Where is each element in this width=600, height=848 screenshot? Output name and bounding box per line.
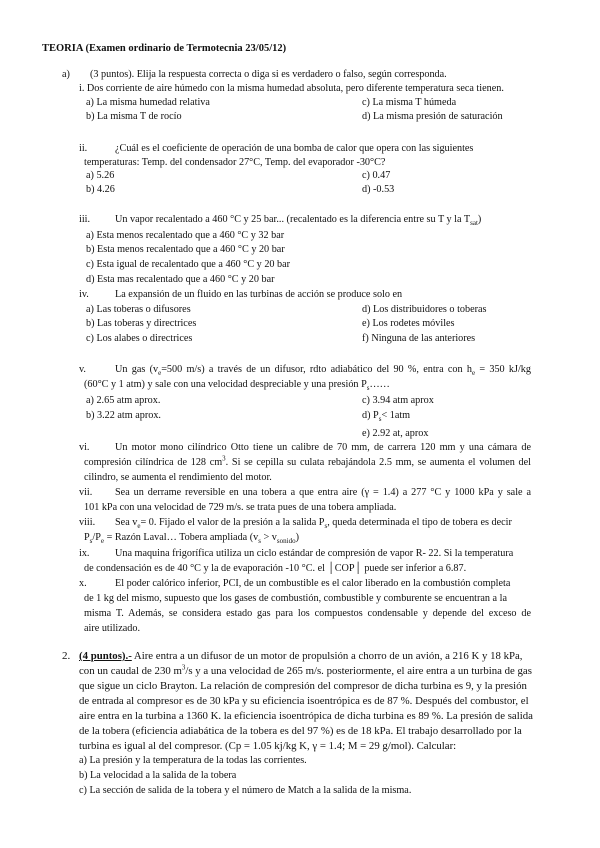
- item-iv-text: La expansión de un fluido en las turbinas de acción se produce solo en: [115, 289, 403, 300]
- item-viii-number: viii.: [79, 517, 96, 528]
- item-i-text: i. Dos corriente de aire húmedo con la misma humedad absoluta, pero diferente temperatura seca tienen.: [79, 83, 504, 94]
- item-x-text-1: El poder calórico inferior, PCI, de un combustible es el calor liberado en la combustión completa: [115, 578, 511, 589]
- item-x-number: x.: [79, 578, 87, 589]
- question-2-part-b: b) La velocidad a la salida de la tobera: [79, 770, 237, 781]
- item-x-text-2: de 1 kg del mismo, supuesto que los gases de combustión, combustible y comburente se encuentran a la: [84, 593, 507, 604]
- item-ii-number: ii.: [79, 143, 88, 154]
- item-ii-option-c: c) 0.47: [362, 170, 391, 181]
- question-2-line-6: de la tobera (eficiencia adiabática de la tobera es del 97 %) es de 18 kPa. El trabajo desarrollado por la: [79, 725, 522, 737]
- question-2-part-a: a) La presión y la temperatura de la todas las corrientes.: [79, 755, 307, 766]
- item-v-number: v.: [79, 364, 86, 375]
- item-i-option-b: b) La misma T de rocío: [86, 111, 182, 122]
- item-viii-text-2: $P_s/P_e$ = Razón Laval… Tobera ampliada $(v_s > v_{sonido})$: [84, 532, 299, 546]
- item-iii-option-c: c) Esta igual de recalentado que a 460 °C y 20 bar: [86, 259, 291, 270]
- question-2-part-c: c) La sección de salida de la tobera y el número de Match a la salida de la misma.: [79, 785, 412, 796]
- item-ii-text-2: temperaturas: Temp. del condensador 27°C, Temp. del evaporador -30°C?: [84, 157, 386, 168]
- question-2-line-7: turbina es igual al del compresor. (Cp = 1.05 kj/kg K, γ = 1.4; M = 29 g/mol). Calcular:: [79, 740, 457, 752]
- item-v-option-d: d) $P_s< 1atm$: [362, 410, 411, 424]
- item-viii-text-1: Sea $v_e= 0$. Fijado el valor de la presión a la salida $P_s$, queda determinada el tipo de tobera es decir: [115, 517, 512, 531]
- item-v-option-a: a) 2.65 atm aprox.: [86, 395, 161, 406]
- item-iii-text: Un vapor recalentado a 460 °C y 25 bar... (recalentado es la diferencia entre su T y la $T_{sat}$): [115, 214, 482, 228]
- item-iii-option-b: b) Esta menos recalentado que a 460 °C y 20 bar: [86, 244, 285, 255]
- question-2-line-4: de entrada al compresor es de 30 kPa y su eficiencia isoentrópica es de 87 %. Después del combustor, el: [79, 695, 529, 707]
- page-title: TEORIA (Examen ordinario de Termotecnia 23/05/12): [42, 43, 287, 54]
- question-2-line-2: con un caudal de 230 $m^3/s$ y a una velocidad de 265 m/s. posteriormente, el aire entra a un turbina de gas: [79, 663, 532, 677]
- question-2-line-3: que sigue un ciclo Brayton. La relación de compresión del compresor de dicha turbina es 9, y la presión: [79, 680, 527, 692]
- question-1-intro: (3 puntos). Elija la respuesta correcta o diga si es verdadero o falso, según corresponda.: [90, 69, 447, 80]
- question-1-label: a): [62, 69, 70, 80]
- item-iv-option-f: f) Ninguna de las anteriores: [362, 333, 476, 344]
- item-v-text-2: (60°C y 1 atm) y sale con una velocidad despreciable y una presión $P_s\dots\dots$: [84, 379, 390, 393]
- item-x-text-3: misma T. Además, se considera estado gas para los compuestos condensable y depende del exceso de: [84, 608, 531, 619]
- item-iii-option-d: d) Esta mas recalentado que a 460 °C y 20 bar: [86, 274, 275, 285]
- item-iv-option-a: a) Las toberas o difusores: [86, 304, 191, 315]
- item-iv-option-d: d) Los distribuidores o toberas: [362, 304, 487, 315]
- item-vi-text-2: compresión cilíndrica de 128 $cm^3$. Si se cepilla su culata rebajándola 2.5 mm, se aumenta el volumen del: [84, 454, 531, 468]
- item-ii-option-a: a) 5.26: [86, 170, 115, 181]
- item-x-text-4: aire utilizado.: [84, 623, 141, 634]
- question-2-line-1: (4 puntos).- Aire entra a un difusor de un motor de propulsión a chorro de un avión, a 216 K y 18 kPa,: [79, 650, 523, 662]
- item-iv-option-e: e) Los rodetes móviles: [362, 318, 455, 329]
- item-i-option-c: c) La misma T húmeda: [362, 97, 457, 108]
- item-ix-number: ix.: [79, 548, 90, 559]
- item-vii-text-1: Sea un derrame reversible en una tobera a que entra aire (γ = 1.4) a 277 °C y 1000 kPa y sale a: [115, 487, 531, 498]
- item-ii-option-d: d) -0.53: [362, 184, 395, 195]
- item-iii-option-a: a) Esta menos recalentado que a 460 °C y 32 bar: [86, 230, 285, 241]
- item-v-option-b: b) 3.22 atm aprox.: [86, 410, 161, 421]
- item-vii-text-2: 101 kPa con una velocidad de 729 m/s. se trata pues de una tobera ampliada.: [84, 502, 397, 513]
- item-ii-text-1: ¿Cuál es el coeficiente de operación de una bomba de calor que opera con las siguientes: [115, 143, 474, 154]
- item-v-text-1: Un gas ($v_e=500$ m/s) a través de un difusor, rdto adiabático del 90 %, entra con $h_e = 350$ kJ/kg: [115, 364, 531, 378]
- item-iv-option-b: b) Las toberas y directrices: [86, 318, 197, 329]
- item-vi-text-1: Un motor mono cilíndrico Otto tiene un calibre de 70 mm, de carrera 120 mm y una cámara de: [115, 442, 531, 453]
- item-ix-text-2: de condensación es de 40 °C y la de evaporación -10 °C. el │COP│ puede ser inferior a 6.87.: [84, 563, 467, 574]
- item-iv-option-c: c) Los alabes o directrices: [86, 333, 193, 344]
- question-2-line-5: aire entra en la turbina a 1360 K. la eficiencia isoentrópica de dicha turbina es 89 %. La presión de salida: [79, 710, 533, 722]
- item-iv-number: iv.: [79, 289, 89, 300]
- item-v-option-c: c) 3.94 atm aprox: [362, 395, 434, 406]
- item-vi-number: vi.: [79, 442, 90, 453]
- item-ii-option-b: b) 4.26: [86, 184, 115, 195]
- item-i-option-a: a) La misma humedad relativa: [86, 97, 210, 108]
- item-vi-text-3: cilindro, se aumenta el rendimiento del motor.: [84, 472, 272, 483]
- item-v-option-e: e) 2.92 at, aprox: [362, 428, 429, 439]
- item-ix-text-1: Una maquina frigorífica utiliza un ciclo estándar de compresión de vapor R- 22. Si la temperatura: [115, 548, 514, 559]
- item-i-option-d: d) La misma presión de saturación: [362, 111, 503, 122]
- item-iii-number: iii.: [79, 214, 91, 225]
- item-vii-number: vii.: [79, 487, 93, 498]
- question-2-label: 2.: [62, 650, 71, 662]
